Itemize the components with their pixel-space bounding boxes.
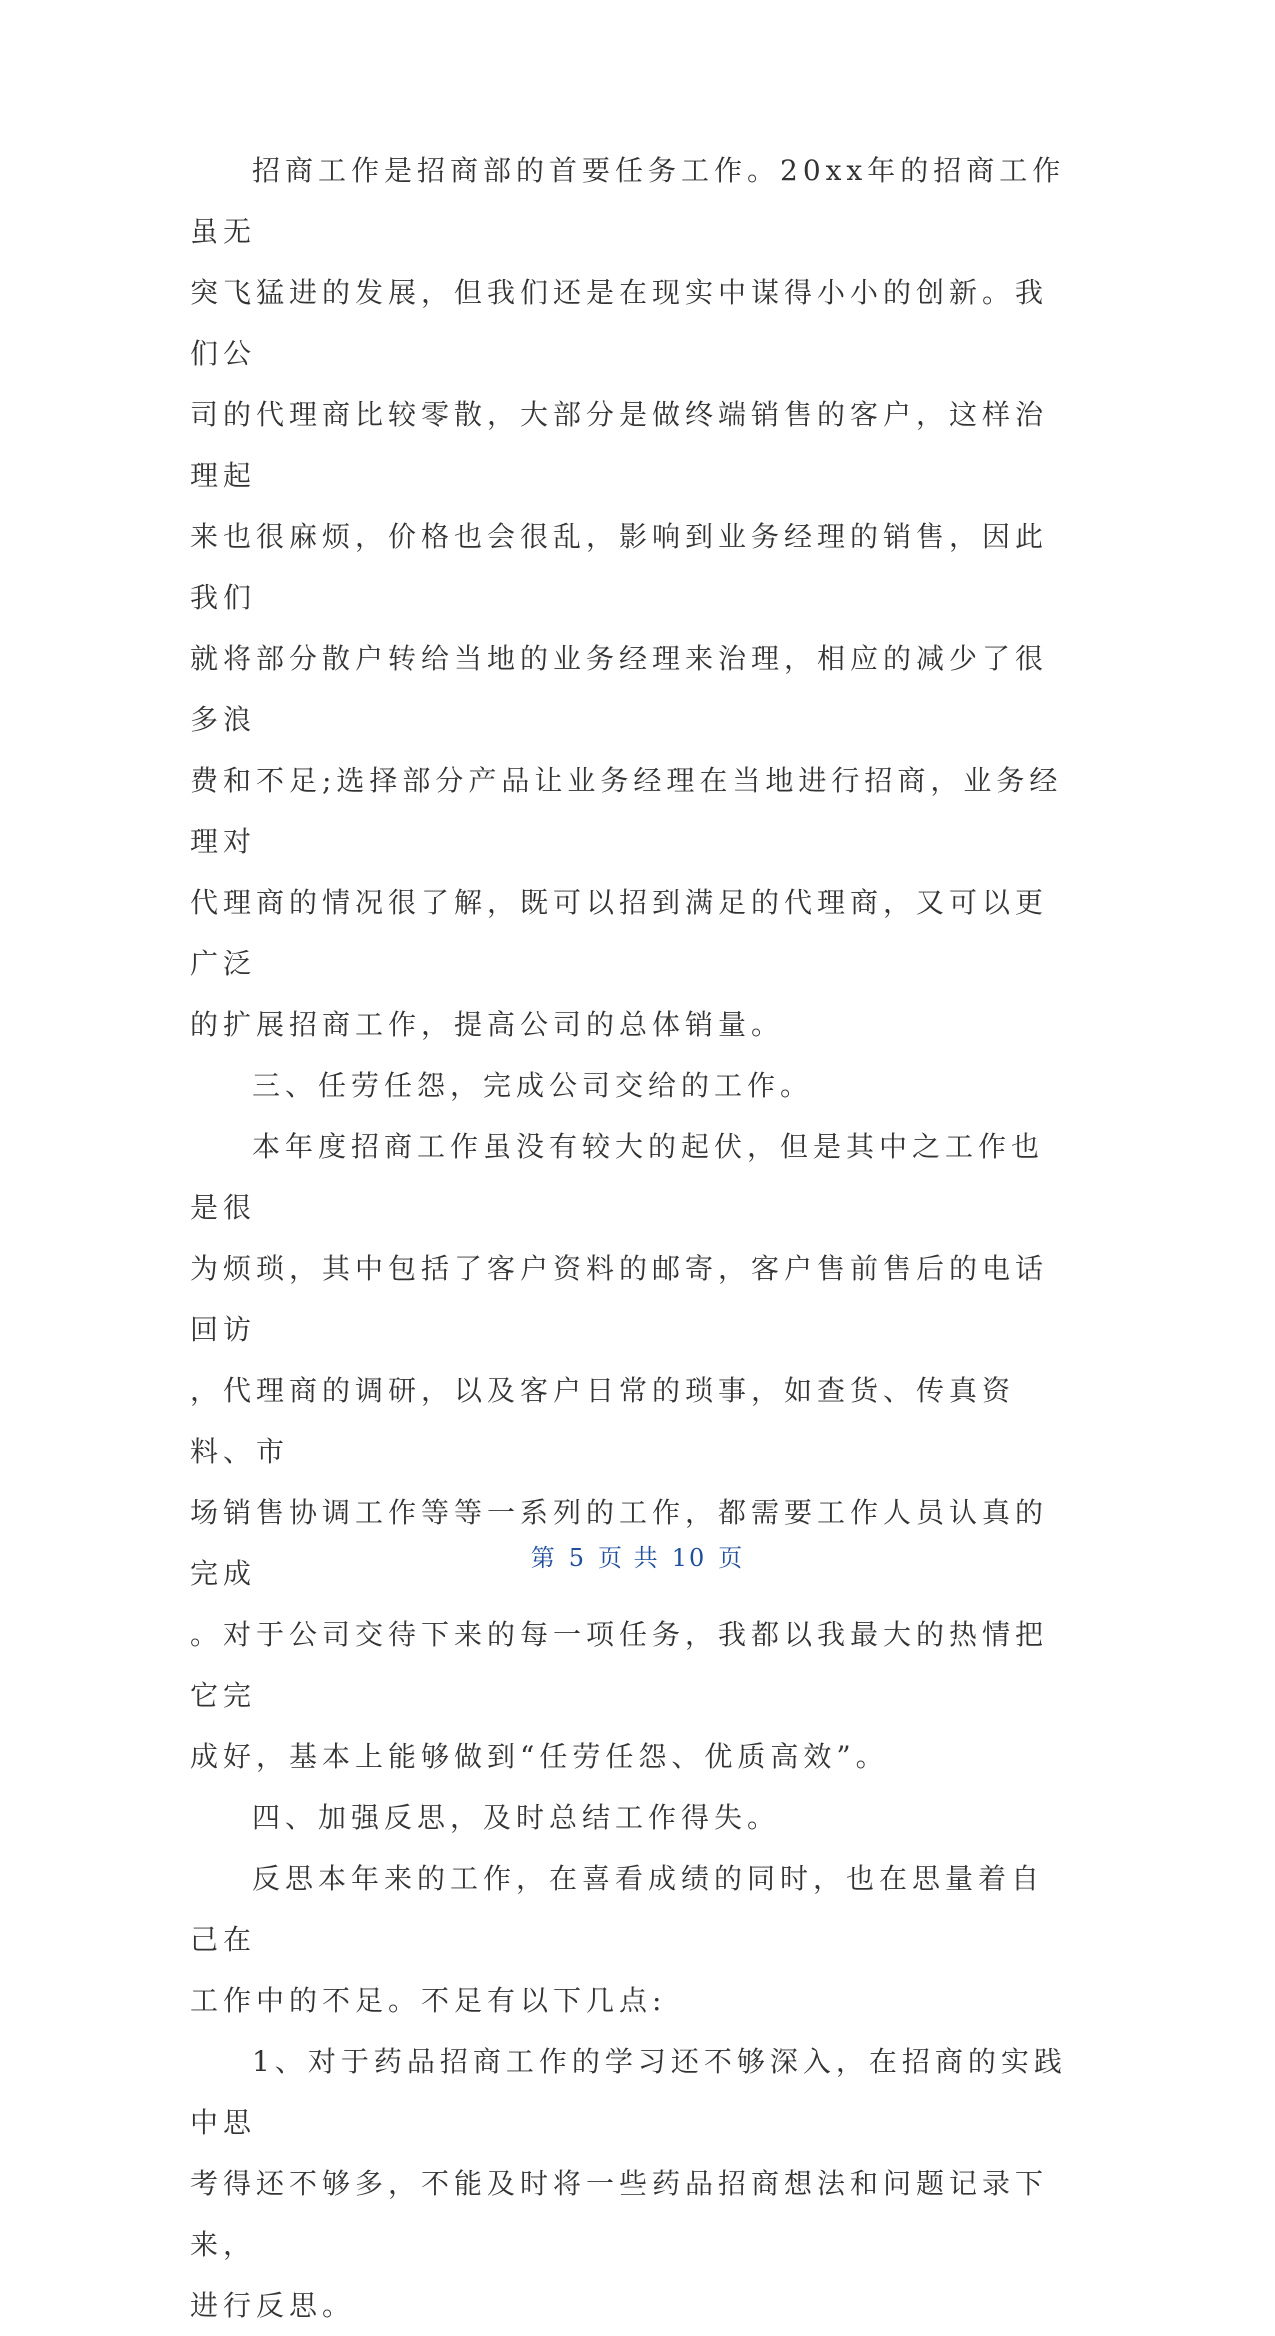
text-line: 考得还不够多，不能及时将一些药品招商想法和问题记录下来， xyxy=(190,2167,1049,2261)
text-line: 突飞猛进的发展，但我们还是在现实中谋得小小的创新。我们公 xyxy=(190,276,1049,370)
text-line: 来也很麻烦，价格也会很乱，影响到业务经理的销售，因此我们 xyxy=(190,520,1049,614)
text-line: 本年度招商工作虽没有较大的起伏，但是其中之工作也是很 xyxy=(190,1130,1045,1224)
list-item: 1、对于药品招商工作的学习还不够深入，在招商的实践中思 xyxy=(190,2045,1067,2139)
page-number-footer xyxy=(0,1538,1275,1573)
text-line: 的扩展招商工作，提高公司的总体销量。 xyxy=(190,1008,785,1041)
footer-label-page: 第 xyxy=(530,1544,557,1572)
text-line: 为烦琐，其中包括了客户资料的邮寄，客户售前售后的电话回访 xyxy=(190,1252,1049,1346)
footer-label-pages: 页 xyxy=(718,1544,745,1572)
footer-label-of: 页 共 xyxy=(598,1544,660,1572)
document-body xyxy=(190,140,1070,2336)
text-line: ，代理商的调研，以及客户日常的琐事，如查货、传真资料、市 xyxy=(190,1374,1016,1468)
text-line: 进行反思。 xyxy=(190,2289,356,2322)
text-line: 工作中的不足。不足有以下几点: xyxy=(190,1984,667,2017)
text-line: 。对于公司交待下来的每一项任务，我都以我最大的热情把它完 xyxy=(190,1618,1049,1712)
section-heading: 四、加强反思，及时总结工作得失。 xyxy=(252,1801,781,1834)
text-line: 场销售协调工作等等一系列的工作，都需要工作人员认真的完成 xyxy=(190,1496,1049,1590)
text-line: 反思本年来的工作，在喜看成绩的同时，也在思量着自己在 xyxy=(190,1862,1045,1956)
text-line: 费和不足;选择部分产品让业务经理在当地进行招商，业务经理对 xyxy=(190,764,1063,858)
total-page-count: 10 xyxy=(671,1544,707,1572)
current-page-number: 5 xyxy=(568,1544,587,1572)
text-line: 司的代理商比较零散，大部分是做终端销售的客户，这样治理起 xyxy=(190,398,1049,492)
text-line: 招商工作是招商部的首要任务工作。20xx年的招商工作虽无 xyxy=(190,154,1066,248)
text-line: 就将部分散户转给当地的业务经理来治理，相应的减少了很多浪 xyxy=(190,642,1049,736)
text-line: 代理商的情况很了解，既可以招到满足的代理商，又可以更广泛 xyxy=(190,886,1049,980)
section-heading: 三、任劳任怨，完成公司交给的工作。 xyxy=(252,1069,814,1102)
text-line: 成好，基本上能够做到“任劳任怨、优质高效”。 xyxy=(190,1740,889,1773)
